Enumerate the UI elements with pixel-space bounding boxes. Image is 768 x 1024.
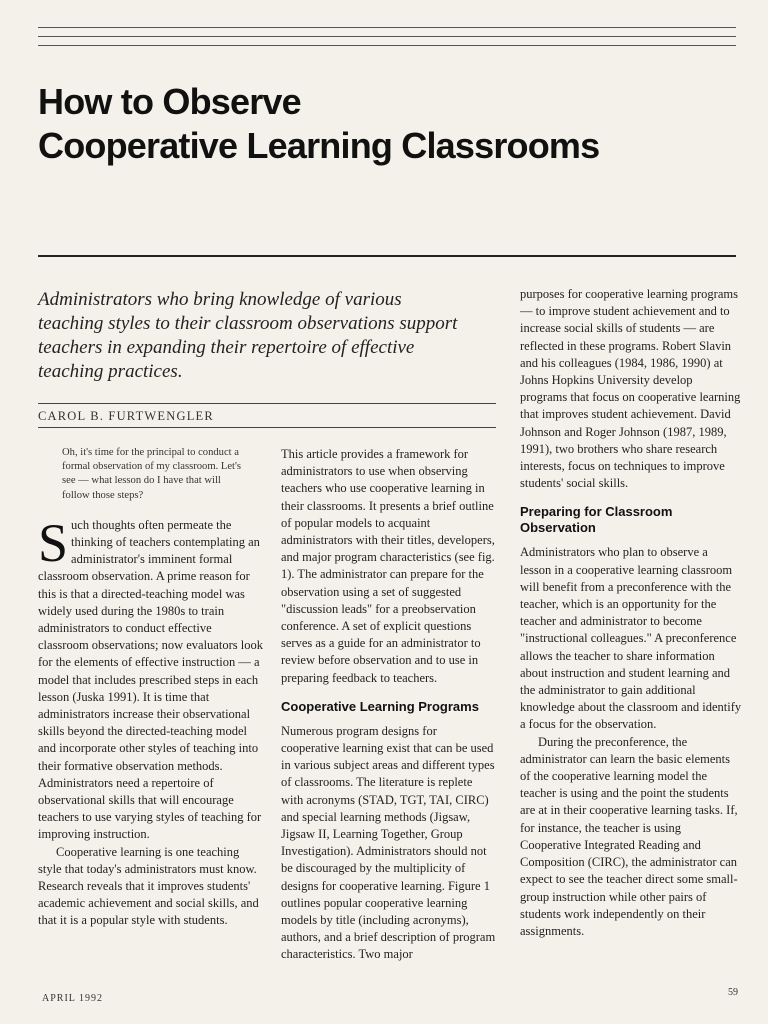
column-3 bbox=[520, 286, 742, 940]
title-line-1: How to Observe bbox=[38, 81, 301, 122]
column-1-paragraph-2: Cooperative learning is one teaching style that today's administrators must know. Research reveals that it improves students' academic achievement and social skills, and that it is a popular style with students. bbox=[38, 844, 259, 928]
column-2-paragraph-2: Numerous program designs for cooperative learning exist that can be used in various subject areas and different types of classrooms. The literature is replete with acronyms (STAD, TGT, TAI, CIRC) and special learning methods (Jigsaw, Jigsaw II, Learning Together, Group Investigation). Administrators should not be discouraged by the multiplicity of designs for cooperative learning. Figure 1 outlines popular cooperative learning models by title (including acronyms), authors, and a brief description of program characteristics. Two major bbox=[281, 723, 496, 962]
section-heading-preparing: Preparing for Classroom Observation bbox=[520, 504, 673, 536]
article-deck: Administrators who bring knowledge of various teaching styles to their classroom observations support teachers in expanding their repertoire of effective teaching practices. bbox=[38, 289, 458, 382]
page-number: 59 bbox=[728, 987, 738, 998]
top-rule-1 bbox=[38, 27, 736, 28]
column-3-paragraph-1: purposes for cooperative learning programs — to improve student achievement and to increase social skills of students — are reflected in these programs. Robert Slavin and his colleagues (1984, 1986, 1990) at Johns Hopkins University develop programs that focus on cooperative learning that improves student achievement. David Johnson and Roger Johnson (1987, 1989, 1991), two brothers who share research interests, focus on techniques to improve students' social skills. bbox=[520, 287, 741, 491]
column-1-paragraph-1 bbox=[38, 512, 264, 844]
title-divider bbox=[38, 255, 736, 257]
drop-cap: S bbox=[38, 512, 69, 573]
column-3-paragraph-2: Administrators who plan to observe a lesson in a cooperative learning classroom will benefit from a preconference with the teacher, which is an opportunity for the teacher and administrator to become "instructional colleagues." A preconference allows the teacher to share information about instruction and student learning and the administrator to gain additional knowledge about the classroom and identify a focus for the observation. bbox=[520, 545, 742, 732]
top-rule-2 bbox=[38, 36, 736, 37]
top-rule-3 bbox=[38, 45, 736, 46]
section-heading-programs: Cooperative Learning Programs bbox=[281, 698, 479, 714]
column-2-paragraph-1: This article provides a framework for administrators to use when observing teachers who use cooperative learning in their classrooms. It presents a brief outline of popular models to acquaint administrators with their titles, developers, and major program characteristics (see fig. 1). The administrator can prepare for the observation using a set of suggested "discussion leads" for a preobservation conference. A set of explicit questions serves as a guide for an administrator to review before observation and to use in preparing feedback to teachers. bbox=[281, 447, 495, 685]
issue-date: APRIL 1992 bbox=[42, 993, 104, 1004]
byline-rule-top bbox=[38, 403, 496, 404]
column-2 bbox=[281, 446, 497, 964]
article-title bbox=[38, 80, 738, 168]
author-byline: CAROL B. FURTWENGLER bbox=[38, 409, 214, 423]
column-1-paragraph-1-text: uch thoughts often permeate the thinking of teachers contemplating an administrator's imminent formal classroom observation. A prime reason for this is that a directed-teaching model was widely used during the 1980s to train administrators to conduct effective classroom observations; now evaluators look for the elements of effective instruction — a model that includes prescribed steps in each lesson (Juska 1991). It is time that administrators increase their observational skills beyond the directed-teaching model and incorporate other styles of teaching into their formative observation methods. Administrators need a repertoire of observational skills that will encourage teachers to use varying styles of teaching for improving instruction. bbox=[38, 517, 263, 842]
byline-rule-bottom bbox=[38, 427, 496, 428]
column-3-paragraph-3: During the preconference, the administrator can learn the basic elements of the cooperative learning model the teacher is using and the point the students are at in their cooperative learning tasks. If, for instance, the teacher is using Cooperative Integrated Reading and Composition (CIRC), the administrator can expect to see the teacher direct some small-group instruction while other pairs of students work independently on their assignments. bbox=[520, 734, 738, 938]
title-line-2: Cooperative Learning Classrooms bbox=[38, 125, 600, 166]
pullquote: Oh, it's time for the principal to conduct a formal observation of my classroom. Let's see — what lesson do I have that will follow those steps? bbox=[62, 447, 242, 501]
column-1 bbox=[38, 446, 264, 930]
